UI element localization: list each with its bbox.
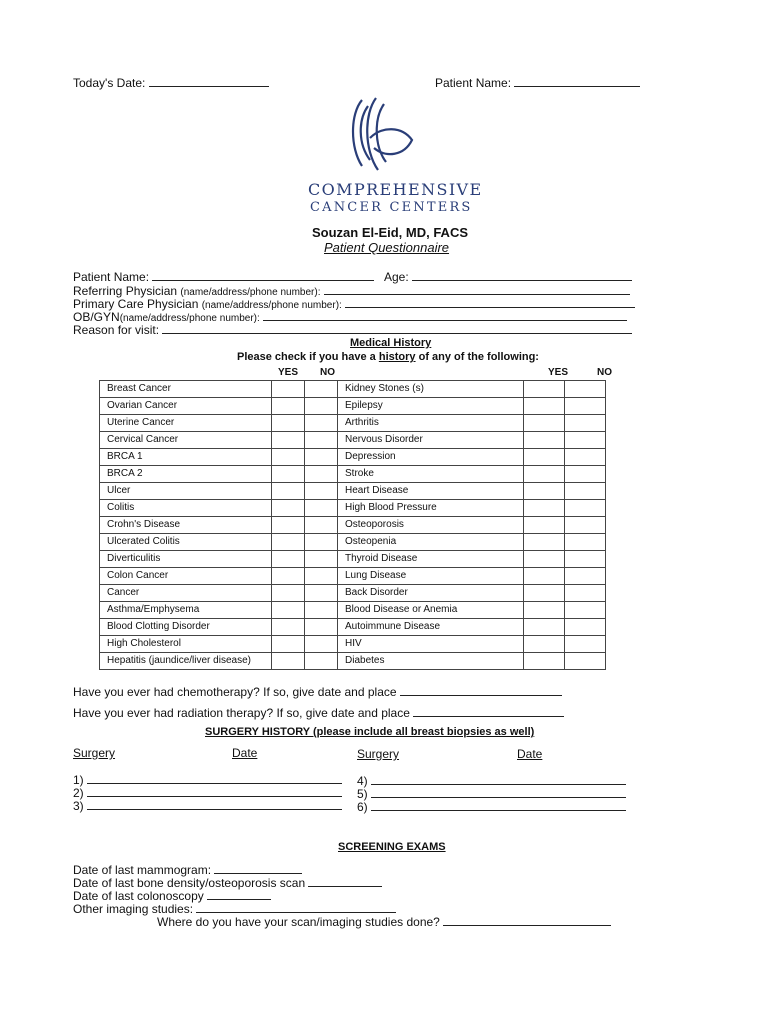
no-checkbox-left[interactable] [305,551,338,568]
form-title: Patient Questionnaire [324,240,450,255]
yes-checkbox-left[interactable] [272,602,305,619]
instruction-history-word: history [378,351,416,363]
age-row [384,269,632,284]
no-checkbox-left[interactable] [305,585,338,602]
surgery-row-6 [357,799,626,814]
todays-date-label: Today's Date: [73,76,146,90]
condition-name-right: HIV [338,636,524,653]
yes-header-right: YES [548,367,569,378]
condition-name-right: Lung Disease [338,568,524,585]
no-checkbox-right[interactable] [565,517,606,534]
mammogram-field[interactable] [214,862,302,874]
yes-checkbox-right[interactable] [524,653,565,670]
imaging-location-row [157,914,611,929]
no-checkbox-left[interactable] [305,517,338,534]
condition-name-right: Osteopenia [338,534,524,551]
condition-name-right: Back Disorder [338,585,524,602]
condition-name-right: Autoimmune Disease [338,619,524,636]
medical-history-table [99,380,606,670]
medical-history-row [100,415,606,432]
condition-name-left: Ulcer [100,483,272,500]
condition-name-left: Cancer [100,585,272,602]
no-checkbox-left[interactable] [305,398,338,415]
surgery-row-3 [73,798,342,813]
surgery-num: 5) [357,787,368,801]
no-checkbox-right[interactable] [565,585,606,602]
no-checkbox-left[interactable] [305,381,338,398]
surgery-field-3[interactable] [87,798,342,810]
yes-checkbox-left[interactable] [272,653,305,670]
no-checkbox-left[interactable] [305,534,338,551]
yes-checkbox-right[interactable] [524,585,565,602]
medical-history-heading: Medical History [350,337,432,349]
condition-name-left: Colitis [100,500,272,517]
condition-name-left: High Cholesterol [100,636,272,653]
yes-checkbox-right[interactable] [524,500,565,517]
medical-history-row [100,381,606,398]
yes-checkbox-left[interactable] [272,466,305,483]
obgyn-field[interactable] [263,309,627,321]
surgery-field-4[interactable] [371,773,626,785]
condition-name-left: Blood Clotting Disorder [100,619,272,636]
no-checkbox-left[interactable] [305,432,338,449]
medical-history-row [100,551,606,568]
condition-name-left: Asthma/Emphysema [100,602,272,619]
condition-name-right: Epilepsy [338,398,524,415]
surgery-num: 4) [357,774,368,788]
no-checkbox-left[interactable] [305,653,338,670]
medical-history-row [100,500,606,517]
condition-name-right: Depression [338,449,524,466]
primary-care-hint: (name/address/phone number): [201,300,342,311]
yes-checkbox-left[interactable] [272,483,305,500]
yes-checkbox-left[interactable] [272,636,305,653]
yes-checkbox-left[interactable] [272,517,305,534]
no-checkbox-right[interactable] [565,500,606,517]
medical-history-row [100,619,606,636]
surgery-num: 2) [73,786,84,800]
imaging-location-label: Where do you have your scan/imaging studies done? [157,915,440,929]
mammogram-label: Date of last mammogram: [73,863,212,877]
no-checkbox-right[interactable] [565,415,606,432]
yes-checkbox-left[interactable] [272,619,305,636]
condition-name-right: Nervous Disorder [338,432,524,449]
no-checkbox-left[interactable] [305,636,338,653]
radiation-field[interactable] [413,705,564,717]
yes-checkbox-right[interactable] [524,602,565,619]
medical-history-row [100,517,606,534]
header-patient-name-field[interactable] [514,75,640,87]
no-checkbox-right[interactable] [565,398,606,415]
medical-history-row [100,602,606,619]
imaging-location-field[interactable] [443,914,611,926]
surgery-history-heading: SURGERY HISTORY (please include all breast biopsies as well) [205,726,535,738]
condition-name-left: Ulcerated Colitis [100,534,272,551]
surgery-field-2[interactable] [87,785,342,797]
no-header-left: NO [320,367,335,378]
patient-name-label: Patient Name: [73,270,150,284]
doctor-name: Souzan El-Eid, MD, FACS [312,225,469,240]
no-checkbox-right[interactable] [565,602,606,619]
yes-checkbox-right[interactable] [524,619,565,636]
yes-checkbox-right[interactable] [524,466,565,483]
yes-checkbox-right[interactable] [524,517,565,534]
condition-name-right: Blood Disease or Anemia [338,602,524,619]
screening-exams-heading: SCREENING EXAMS [338,841,446,853]
no-checkbox-right[interactable] [565,551,606,568]
patient-name-row [73,269,374,284]
medical-history-row [100,568,606,585]
surgery-field-5[interactable] [371,786,626,798]
no-checkbox-right[interactable] [565,381,606,398]
obgyn-label: OB/GYN [73,310,120,324]
reason-field[interactable] [162,322,632,334]
condition-name-right: Kidney Stones (s) [338,381,524,398]
condition-name-left: Cervical Cancer [100,432,272,449]
other-imaging-label: Other imaging studies: [73,902,194,916]
condition-name-left: Uterine Cancer [100,415,272,432]
no-checkbox-right[interactable] [565,619,606,636]
yes-checkbox-right[interactable] [524,636,565,653]
reason-row [73,322,632,337]
condition-name-right: Osteoporosis [338,517,524,534]
todays-date-row [73,75,269,90]
no-checkbox-left[interactable] [305,415,338,432]
colonoscopy-field[interactable] [207,888,271,900]
logo-text-line1: COMPREHENSIVE [308,180,483,199]
condition-name-right: High Blood Pressure [338,500,524,517]
no-checkbox-right[interactable] [565,466,606,483]
surgery-field-1[interactable] [87,772,342,784]
referring-physician-hint: (name/address/phone number): [180,287,321,298]
bone-density-field[interactable] [308,875,382,887]
medical-history-row [100,466,606,483]
no-checkbox-left[interactable] [305,466,338,483]
yes-checkbox-left[interactable] [272,381,305,398]
header-patient-name-label: Patient Name: [435,76,512,90]
yes-checkbox-left[interactable] [272,568,305,585]
medical-history-row [100,534,606,551]
no-checkbox-left[interactable] [305,483,338,500]
yes-checkbox-left[interactable] [272,500,305,517]
no-checkbox-right[interactable] [565,432,606,449]
yes-checkbox-right[interactable] [524,483,565,500]
condition-name-right: Diabetes [338,653,524,670]
yes-checkbox-right[interactable] [524,432,565,449]
chemo-row [73,684,562,699]
todays-date-field[interactable] [149,75,269,87]
surgery-num: 1) [73,773,84,787]
radiation-question: Have you ever had radiation therapy? If so, give date and place [73,706,410,720]
no-checkbox-left[interactable] [305,619,338,636]
medical-history-row [100,432,606,449]
medical-history-row [100,636,606,653]
no-checkbox-left[interactable] [305,568,338,585]
instruction-post: of any of the following: [415,351,539,363]
primary-care-label: Primary Care Physician [73,297,199,311]
obgyn-hint: (name/address/phone number): [119,313,260,324]
condition-name-right: Arthritis [338,415,524,432]
yes-checkbox-right[interactable] [524,381,565,398]
surgery-num: 6) [357,800,368,814]
yes-checkbox-right[interactable] [524,551,565,568]
condition-name-right: Thyroid Disease [338,551,524,568]
condition-name-left: Ovarian Cancer [100,398,272,415]
colonoscopy-label: Date of last colonoscopy [73,889,204,903]
medical-history-row [100,585,606,602]
condition-name-right: Stroke [338,466,524,483]
no-checkbox-left[interactable] [305,602,338,619]
yes-checkbox-left[interactable] [272,449,305,466]
no-checkbox-right[interactable] [565,636,606,653]
condition-name-left: Colon Cancer [100,568,272,585]
condition-name-left: Diverticulitis [100,551,272,568]
condition-name-left: Crohn's Disease [100,517,272,534]
condition-name-left: Hepatitis (jaundice/liver disease) [100,653,272,670]
date-label-left: Date [232,746,258,760]
yes-checkbox-left[interactable] [272,398,305,415]
cancer-center-logo-icon [348,96,418,172]
yes-checkbox-right[interactable] [524,449,565,466]
yes-checkbox-right[interactable] [524,415,565,432]
surgery-label-left: Surgery [73,746,116,760]
yes-checkbox-left[interactable] [272,585,305,602]
no-header-right: NO [597,367,612,378]
no-checkbox-left[interactable] [305,449,338,466]
chemo-field[interactable] [400,684,562,696]
condition-name-left: Breast Cancer [100,381,272,398]
no-checkbox-right[interactable] [565,449,606,466]
medical-history-row [100,398,606,415]
no-checkbox-right[interactable] [565,653,606,670]
primary-care-field[interactable] [345,296,635,308]
medical-history-instruction [237,351,539,363]
yes-checkbox-left[interactable] [272,415,305,432]
medical-history-row [100,483,606,500]
yes-checkbox-left[interactable] [272,534,305,551]
no-checkbox-left[interactable] [305,500,338,517]
yes-checkbox-left[interactable] [272,432,305,449]
surgery-field-6[interactable] [371,799,626,811]
age-label: Age: [384,270,409,284]
patient-name-field[interactable] [152,269,374,281]
medical-history-row [100,449,606,466]
referring-physician-field[interactable] [324,283,630,295]
surgery-label-right: Surgery [357,747,400,761]
age-field[interactable] [412,269,632,281]
date-label-right: Date [517,747,543,761]
yes-checkbox-right[interactable] [524,568,565,585]
yes-checkbox-left[interactable] [272,551,305,568]
condition-name-left: BRCA 2 [100,466,272,483]
logo-text-line2: CANCER CENTERS [310,200,473,215]
no-checkbox-right[interactable] [565,568,606,585]
yes-checkbox-right[interactable] [524,398,565,415]
no-checkbox-right[interactable] [565,483,606,500]
other-imaging-field[interactable] [196,901,396,913]
no-checkbox-right[interactable] [565,534,606,551]
chemo-question: Have you ever had chemotherapy? If so, give date and place [73,685,397,699]
condition-name-left: BRCA 1 [100,449,272,466]
referring-physician-label: Referring Physician [73,284,178,298]
yes-checkbox-right[interactable] [524,534,565,551]
bone-density-label: Date of last bone density/osteoporosis scan [73,876,306,890]
condition-name-right: Heart Disease [338,483,524,500]
radiation-row [73,705,564,720]
reason-label: Reason for visit: [73,323,160,337]
medical-history-row [100,653,606,670]
header-patient-name-row [435,75,640,90]
instruction-pre: Please check if you have a [237,351,379,363]
surgery-num: 3) [73,799,84,813]
yes-header-left: YES [278,367,299,378]
